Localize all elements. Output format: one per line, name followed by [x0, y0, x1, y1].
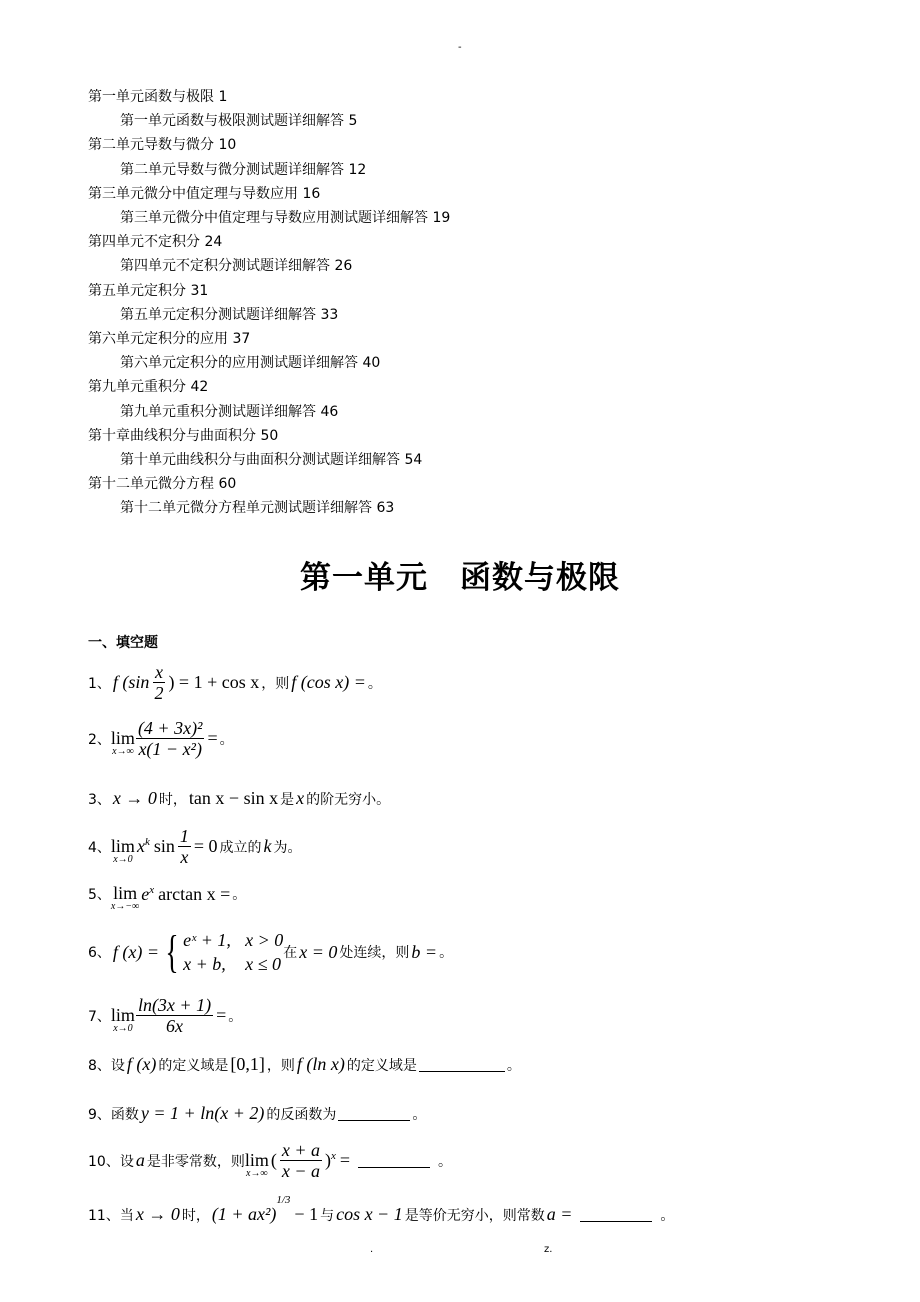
text: 。	[232, 887, 247, 903]
case-cond: x ≤ 0	[245, 954, 282, 974]
text: 的阶无穷小。	[306, 791, 391, 808]
question-number: 11、	[88, 1207, 120, 1224]
math: arctan x =	[158, 883, 231, 904]
fraction	[152, 662, 165, 703]
fraction	[178, 826, 191, 867]
math: ) = 1 + cos x	[168, 672, 260, 692]
text: 时，	[181, 1207, 210, 1224]
text: 在	[283, 945, 298, 961]
toc-entry[interactable]: 第五单元定积分测试题详细解答 33	[120, 306, 339, 323]
lim-text: lim	[113, 883, 138, 903]
numerator: x	[154, 662, 163, 682]
text: 设	[110, 1057, 125, 1074]
numerator: x + a	[281, 1140, 320, 1160]
fraction	[136, 718, 205, 759]
base: e	[141, 883, 150, 904]
question-number: 2、	[88, 731, 111, 748]
footer-left-mark: .	[370, 1244, 374, 1255]
numerator: (4 + 3x)²	[137, 718, 203, 738]
answer-blank[interactable]	[580, 1207, 652, 1222]
math: f (cos x) =	[291, 672, 366, 692]
text: 。	[439, 945, 454, 961]
question-number: 8、	[88, 1057, 111, 1074]
text: 的反函数为	[266, 1106, 337, 1123]
footer-right-mark: z.	[544, 1244, 553, 1255]
text: 成立的	[219, 839, 262, 856]
numerator: 1	[179, 826, 189, 846]
toc-entry[interactable]: 第三单元微分中值定理与导数应用 16	[88, 185, 321, 202]
question-number: 9、	[88, 1106, 111, 1123]
question-number: 4、	[88, 839, 111, 856]
text: 。	[219, 731, 234, 748]
toc-entry[interactable]: 第一单元函数与极限测试题详细解答 5	[120, 113, 358, 130]
base: x	[136, 836, 145, 856]
math: =	[207, 728, 218, 748]
math: x	[296, 788, 305, 808]
question-1	[88, 662, 382, 703]
question-9	[88, 1103, 426, 1124]
toc-entry[interactable]: 第十二单元微分方程 60	[88, 476, 237, 493]
section-heading: 一、填空题	[88, 635, 158, 651]
text: 时，	[158, 791, 187, 808]
exponent: k	[144, 836, 150, 848]
math	[135, 836, 152, 857]
question-number: 10、	[88, 1153, 120, 1170]
toc-entry[interactable]: 第十章曲线积分与曲面积分 50	[88, 427, 279, 444]
piecewise-cases	[183, 928, 283, 976]
lim-text: lim	[110, 835, 135, 856]
text: 。	[660, 1207, 675, 1224]
lim-text: lim	[110, 1004, 135, 1025]
text: 。	[506, 1057, 521, 1074]
toc-entry[interactable]: 第六单元定积分的应用 37	[88, 331, 251, 347]
question-7	[88, 995, 242, 1036]
numerator: ln(3x + 1)	[137, 995, 212, 1015]
lim-sub: x→0	[113, 1022, 133, 1034]
question-10: 10、 设 a 是非零常数，则 lim x→∞ ( $\frac{x + a}{x - a}$ )$^x$ = 。	[88, 1140, 453, 1181]
math: f (x)	[126, 1054, 157, 1074]
math: k	[263, 836, 272, 856]
question-3	[88, 788, 390, 809]
case-cond: x > 0	[245, 930, 284, 950]
toc-entry[interactable]: 第二单元导数与微分 10	[88, 137, 237, 154]
math: [0,1]	[230, 1054, 265, 1074]
exponent: x	[330, 1150, 336, 1162]
toc-entry[interactable]: 第十单元曲线积分与曲面积分测试题详细解答 54	[120, 452, 423, 468]
question-number: 3、	[88, 791, 111, 808]
question-4	[88, 826, 302, 867]
text: 是等价无穷小，则常数	[404, 1207, 545, 1224]
math	[210, 1194, 293, 1225]
math: =	[339, 1150, 351, 1170]
toc-entry[interactable]: 第十二单元微分方程单元测试题详细解答 63	[120, 500, 395, 517]
denominator: 2	[154, 683, 164, 703]
denominator: x	[180, 847, 189, 867]
toc-entry[interactable]: 第六单元定积分的应用测试题详细解答 40	[120, 355, 381, 372]
math: tan x − sin x	[188, 788, 279, 808]
question-number: 5、	[88, 887, 111, 903]
text: 是非零常数，则	[146, 1153, 245, 1170]
lim-text: lim	[110, 727, 135, 748]
text: 。	[412, 1106, 427, 1123]
denominator: x(1 − x²)	[138, 739, 202, 759]
math: =	[216, 1005, 227, 1025]
question-6	[88, 928, 453, 976]
denominator: 6x	[166, 1016, 183, 1036]
text: 。	[367, 675, 382, 692]
case-row	[183, 952, 283, 976]
limit	[111, 884, 139, 912]
math: a	[135, 1150, 145, 1170]
lim-text: lim	[244, 1149, 269, 1170]
limit	[111, 837, 135, 865]
exponent: 1/3	[276, 1194, 291, 1206]
left-brace-icon: {	[165, 926, 179, 977]
text: 的定义域是	[158, 1057, 229, 1074]
page-title: 第一单元 函数与极限	[300, 560, 620, 596]
lim-sub: x→∞	[112, 745, 134, 757]
question-8	[88, 1054, 521, 1075]
math: − 1	[294, 1204, 319, 1224]
fraction	[280, 1140, 322, 1181]
toc-entry[interactable]: 第九单元重积分 42	[88, 379, 209, 396]
text: 。	[228, 1008, 243, 1025]
question-number: 7、	[88, 1008, 111, 1025]
question-11	[88, 1194, 675, 1225]
text: 设	[119, 1153, 134, 1170]
text: 与	[320, 1207, 335, 1224]
math: b =	[411, 941, 438, 962]
text: ，则	[266, 1057, 295, 1074]
math: a =	[546, 1204, 573, 1224]
text: 的定义域是	[346, 1057, 417, 1074]
math: x → 0	[135, 1204, 180, 1224]
toc-entry[interactable]: 第四单元不定积分测试题详细解答 26	[120, 258, 353, 275]
lim-sub: x→0	[113, 853, 133, 865]
toc-entry[interactable]: 第五单元定积分 31	[88, 282, 209, 299]
exponent: x	[149, 883, 155, 896]
text: ，则	[261, 675, 290, 692]
base: (1 + ax²)	[211, 1204, 277, 1224]
math: x → 0	[112, 788, 157, 808]
case-expr: eˣ + 1,	[183, 930, 231, 950]
toc-entry[interactable]: 第九单元重积分测试题详细解答 46	[120, 403, 339, 420]
toc-entry[interactable]: 第一单元函数与极限 1	[88, 89, 228, 105]
fraction	[136, 995, 213, 1036]
answer-blank[interactable]	[358, 1153, 430, 1168]
case-expr: x + b,	[183, 954, 226, 974]
math: f (ln x)	[296, 1054, 345, 1074]
question-number: 6、	[88, 945, 111, 961]
text: 当	[119, 1207, 134, 1224]
math: = 0	[193, 836, 218, 856]
denominator: x − a	[281, 1161, 320, 1181]
math: x = 0	[299, 941, 338, 962]
question-number: 1、	[88, 675, 111, 692]
question-5	[88, 880, 247, 912]
answer-blank[interactable]	[338, 1106, 410, 1121]
text: 函数	[110, 1106, 139, 1123]
case-row	[183, 928, 283, 952]
limit	[111, 1006, 135, 1034]
lim-sub: x→∞	[246, 1167, 268, 1179]
limit	[245, 1151, 269, 1179]
math	[139, 884, 156, 905]
limit	[111, 729, 135, 757]
math: y = 1 + ln(x + 2)	[140, 1103, 265, 1123]
lim-sub: x→−∞	[110, 901, 140, 912]
toc-entry[interactable]: 第二单元导数与微分测试题详细解答 12	[120, 161, 367, 178]
text: 。	[438, 1153, 453, 1170]
text: 为。	[273, 839, 302, 856]
math: f (sin	[112, 672, 150, 692]
math: cos x − 1	[336, 1204, 403, 1224]
header-mark: -	[458, 42, 462, 53]
toc-entry[interactable]: 第四单元不定积分 24	[88, 234, 223, 251]
question-2	[88, 718, 234, 759]
text: 是	[280, 791, 295, 808]
math: sin	[153, 836, 175, 856]
toc-entry[interactable]: 第三单元微分中值定理与导数应用测试题详细解答 19	[120, 210, 451, 226]
text: 处连续，则	[339, 945, 410, 961]
math: f (x) =	[112, 941, 160, 962]
answer-blank[interactable]	[419, 1057, 505, 1072]
